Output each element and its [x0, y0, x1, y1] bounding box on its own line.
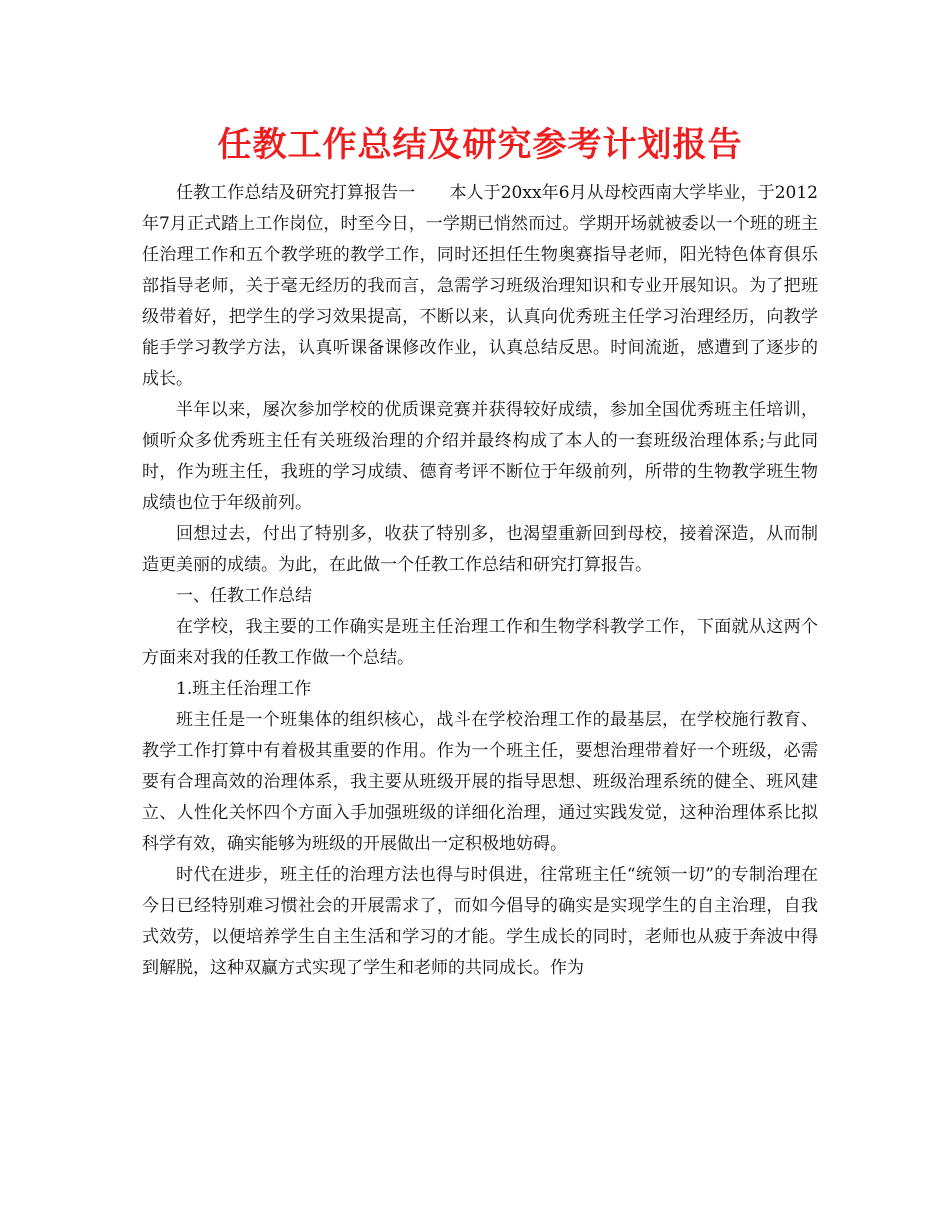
paragraph-looking-back: 回想过去，付出了特别多，收获了特别多，也渴望重新回到母校，接着深造，从而制造更美丽的成绩。为此，在此做一个任教工作总结和研究打算报告。 — [142, 524, 818, 575]
paragraph-management-methods: 时代在进步，班主任的治理方法也得与时俱进，往常班主任“统领一切”的专制治理在今日已经特别难习惯社会的开展需求了，而如今倡导的确实是实现学生的自主治理，自我式效劳，以便培养学生自主生活和学习的才能。学生成长的同时，老师也从疲于奔波中得到解脱，这种双赢方式实现了学生和老师的共同成长。作为 — [142, 865, 818, 978]
section-heading-summary: 一、任教工作总结 — [176, 586, 312, 606]
paragraph-class-teacher-role: 班主任是一个班集体的组织核心，战斗在学校治理工作的最基层，在学校施行教育、教学工作打算中有着极其重要的作用。作为一个班主任，要想治理带着好一个班级，必需要有合理高效的治理体系，我主要从班级开展的指导思想、班级治理系统的健全、班风建立、人性化关怀四个方面入手加强班级的详细化治理，通过实践发觉，这种治理体系比拟科学有效，确实能够为班级的开展做出一定积极地妨碍。 — [142, 710, 818, 854]
paragraph-school-work: 在学校，我主要的工作确实是班主任治理工作和生物学科教学工作，下面就从这两个方面来对我的任教工作做一个总结。 — [142, 617, 818, 668]
subsection-heading-class-management: 1.班主任治理工作 — [176, 679, 312, 699]
paragraph-half-year: 半年以来，屡次参加学校的优质课竞赛并获得较好成绩，参加全国优秀班主任培训，倾听众多优秀班主任有关班级治理的介绍并最终构成了本人的一套班级治理体系;与此同时，作为班主任，我班的学习成绩、德育考评不断位于年级前列，所带的生物教学班生物成绩也位于年级前列。 — [142, 400, 818, 513]
document-title: 任教工作总结及研究参考计划报告 — [217, 125, 743, 165]
paragraph-intro: 任教工作总结及研究打算报告一 本人于20xx年6月从母校西南大学毕业，于2012年7月正式踏上工作岗位，时至今日，一学期已悄然而过。学期开场就被委以一个班的班主任治理工作和五个教学班的教学工作，同时还担任生物奥赛指导老师，阳光特色体育俱乐部指导老师，关于毫无经历的我而言，急需学习班级治理知识和专业开展知识。为了把班级带着好，把学生的学习效果提高，不断以来，认真向优秀班主任学习治理经历，向教学能手学习教学方法，认真听课备课修改作业，认真总结反思。时间流逝，感遭到了逐步的成长。 — [142, 183, 818, 389]
